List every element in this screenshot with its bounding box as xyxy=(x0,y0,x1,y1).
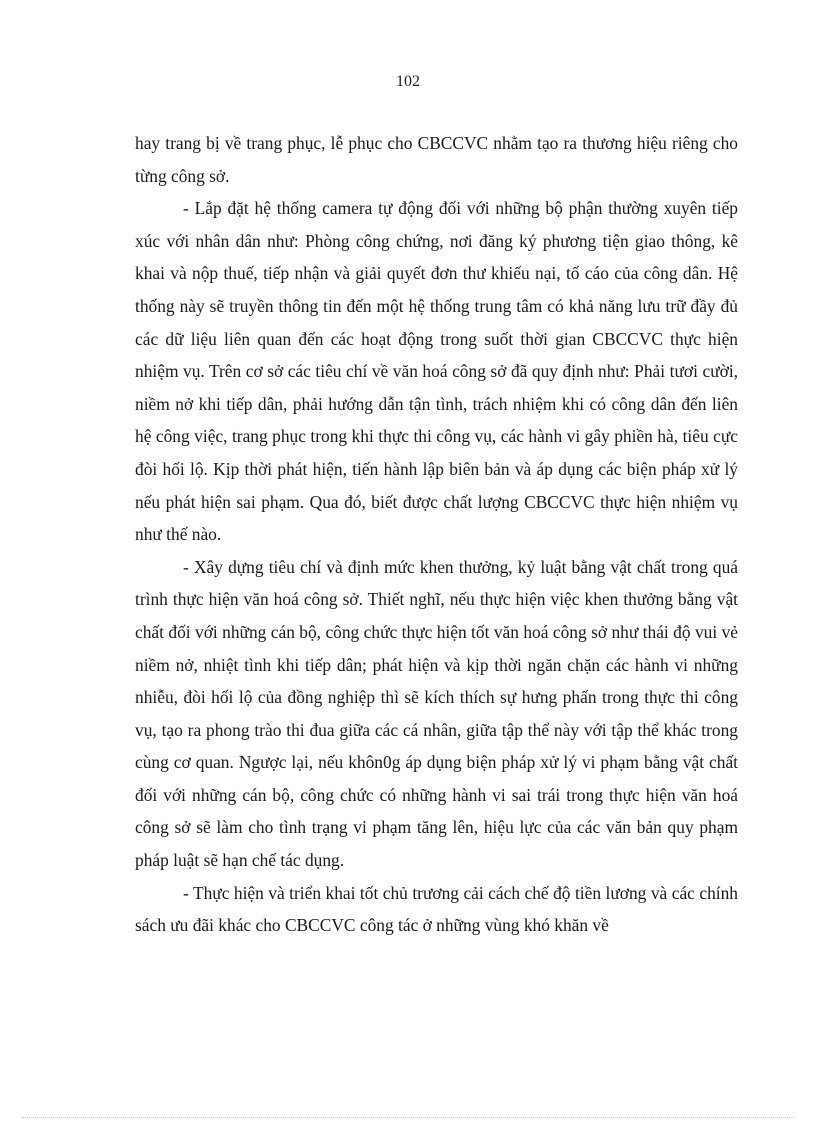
paragraph-4: - Thực hiện và triển khai tốt chủ trương cải cách chế độ tiền lương và các chính sách ưu đãi khác cho CBCCVC công tác ở những vùng khó khăn về xyxy=(135,882,738,936)
paragraph-2: - Lắp đặt hệ thống camera tự động đối với những bộ phận thường xuyên tiếp xúc với nhân dân như: Phòng công chứng, nơi đăng ký phương tiện giao thông, kê khai và nộp thuế, tiếp nhận và giải quyết đơn thư khiếu nại, tố cáo của công dân. Hệ thống này sẽ truyền thông tin đến một hệ thống trung tâm có khả năng lưu trữ đầy đủ các dữ liệu liên quan đến các hoạt động trong suốt thời gian CBCCVC thực hiện nhiệm vụ. Trên cơ sở các tiêu chí về văn hoá công sở đã quy định như: Phải tươi cười, niềm nở khi tiếp dân, phải hướng dẫn tận tình, trách nhiệm khi có công dân đến liên hệ công việc, trang phục trong khi thực thi công vụ, các hành vi gây phiền hà, tiêu cực đòi hối lộ. Kịp thời phát hiện, tiến hành lập biên bản và áp dụng các biện pháp xử lý nếu phát hiện sai phạm. Qua đó, biết được chất lượng CBCCVC thực hiện nhiệm vụ như thế nào. xyxy=(135,198,738,545)
page-bottom-divider xyxy=(22,1117,794,1118)
document-body xyxy=(135,127,738,942)
paragraph-3: - Xây dựng tiêu chí và định mức khen thưởng, kỷ luật bằng vật chất trong quá trình thực hiện văn hoá công sở. Thiết nghĩ, nếu thực hiện việc khen thưởng bằng vật chất đối với những cán bộ, công chức thực hiện tốt văn hoá công sở như thái độ vui vẻ niềm nở, nhiệt tình khi tiếp dân; phát hiện và kịp thời ngăn chặn các hành vi những nhiễu, đòi hối lộ của đồng nghiệp thì sẽ kích thích sự hưng phấn trong thực thi công vụ, tạo ra phong trào thi đua giữa các cá nhân, giữa tập thể này với tập thể khác trong cùng cơ quan. Ngược lại, nếu khôn0g áp dụng biện pháp xử lý vi phạm bằng vật chất đối với những cán bộ, công chức có những hành vi sai trái trong thực hiện văn hoá công sở sẽ làm cho tình trạng vi phạm tăng lên, hiệu lực của các văn bản quy phạm pháp luật sẽ hạn chế tác dụng. xyxy=(135,556,738,871)
paragraph-1: hay trang bị về trang phục, lễ phục cho CBCCVC nhằm tạo ra thương hiệu riêng cho từng công sở. xyxy=(135,133,738,186)
page-number: 102 xyxy=(396,73,420,90)
